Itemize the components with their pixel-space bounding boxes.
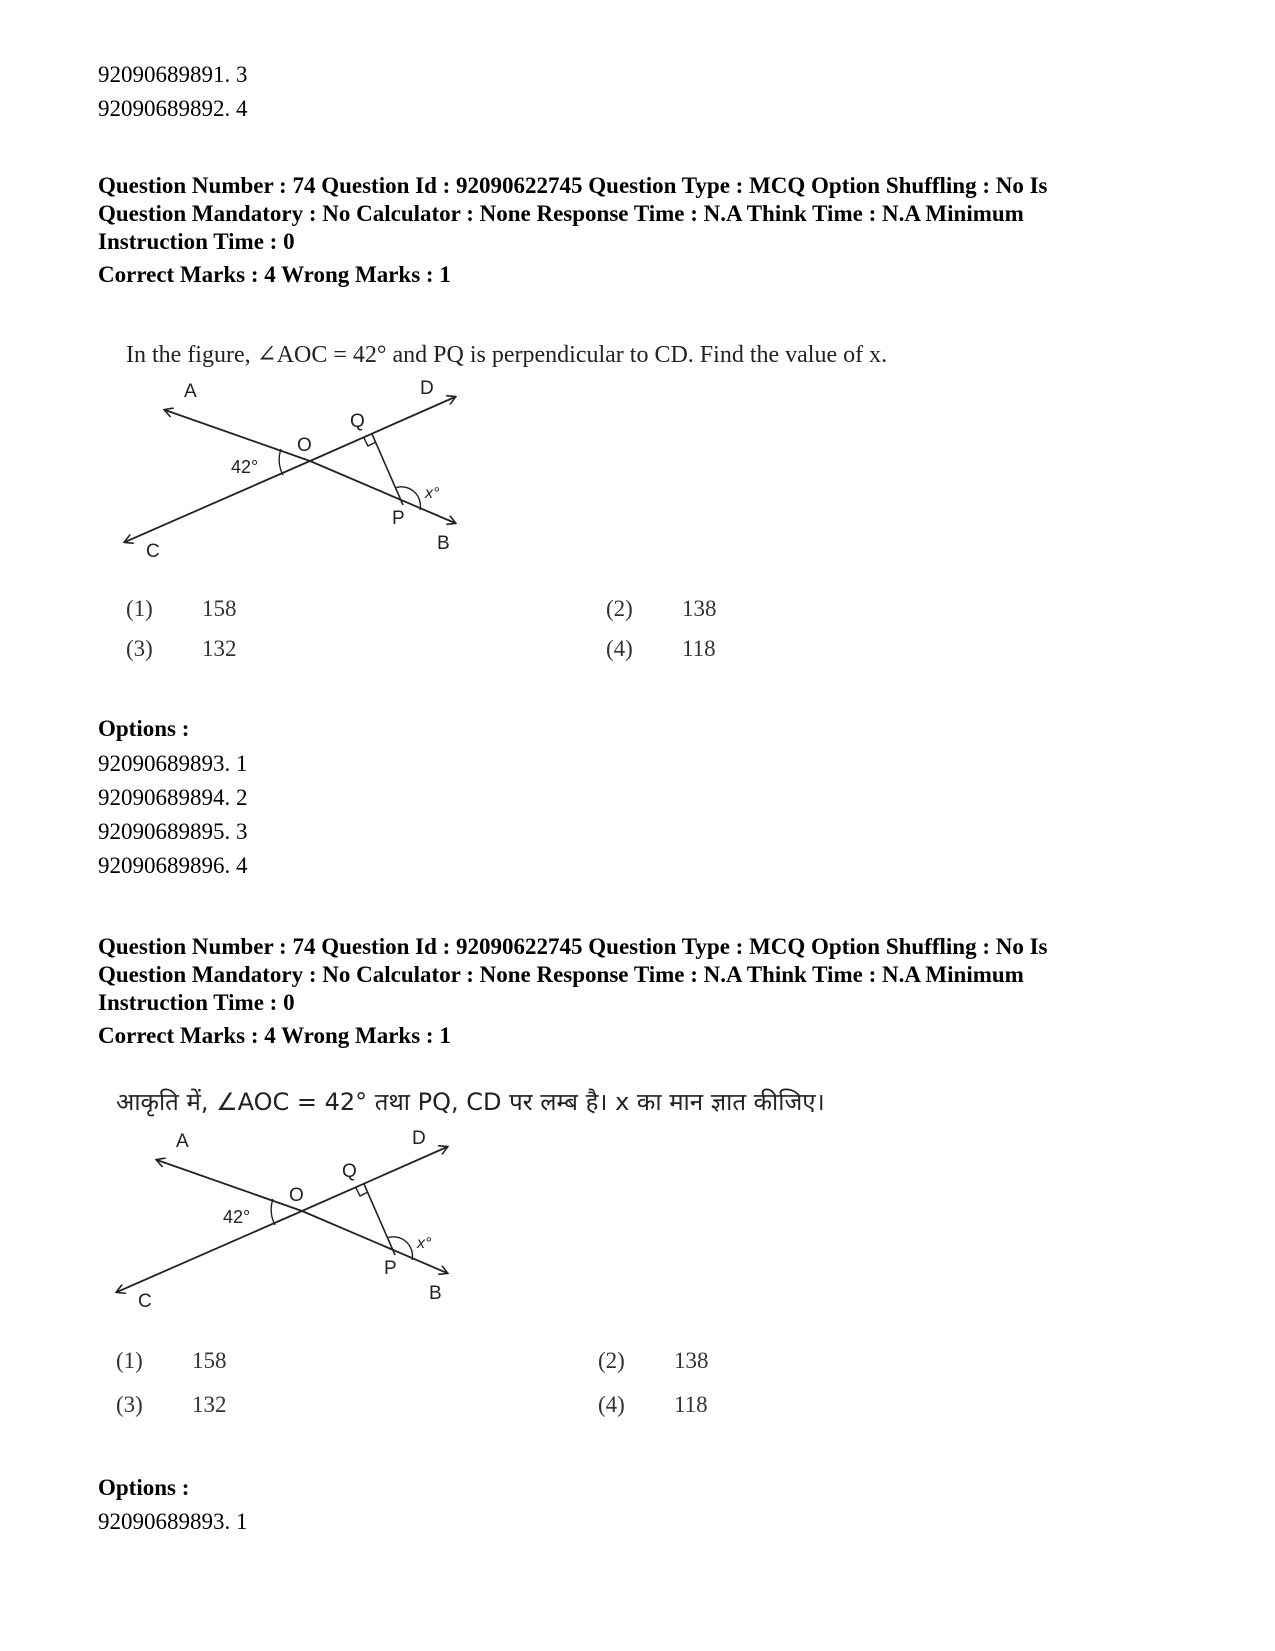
label-42: 42° <box>231 457 259 477</box>
angle-arc-42 <box>271 1199 275 1225</box>
option-line: 92090689894. 2 <box>98 785 248 810</box>
choice-4: (4) 118 <box>598 1392 708 1417</box>
label-c: C <box>146 541 160 562</box>
choice-1: (1) 158 <box>126 596 237 621</box>
meta-line: Instruction Time : 0 <box>98 229 295 254</box>
meta-line: Instruction Time : 0 <box>98 990 295 1015</box>
meta-line: Question Number : 74 Question Id : 92090622745 Question Type : MCQ Option Shuffling : No Is <box>98 173 1048 198</box>
option-line: 92090689893. 1 <box>98 1509 248 1534</box>
geometry-figure <box>120 378 480 585</box>
label-q: Q <box>342 1161 357 1182</box>
label-a: A <box>176 1131 189 1152</box>
question-text: In the figure, ∠AOC = 42° and PQ is perpendicular to CD. Find the value of x. <box>126 342 888 368</box>
label-o: O <box>297 435 312 456</box>
option-line: 92090689895. 3 <box>98 819 248 844</box>
label-a: A <box>184 381 197 402</box>
label-p: P <box>392 508 405 529</box>
label-c: C <box>138 1291 152 1312</box>
line-cd <box>302 1147 447 1211</box>
meta-line: Question Mandatory : No Calculator : None Response Time : N.A Think Time : N.A Minimum <box>98 962 1024 987</box>
option-line: 92090689891. 3 <box>98 62 248 87</box>
angle-arc-42 <box>279 449 283 475</box>
line-ab <box>165 410 310 461</box>
line-cd <box>310 397 455 461</box>
options-heading: Options : <box>98 716 190 741</box>
label-p: P <box>384 1258 397 1279</box>
label-x: x° <box>425 485 440 502</box>
question-meta <box>98 933 1178 1017</box>
meta-line: Question Mandatory : No Calculator : None Response Time : N.A Think Time : N.A Minimum <box>98 201 1024 226</box>
marks-line: Correct Marks : 4 Wrong Marks : 1 <box>98 1023 451 1048</box>
question-meta <box>98 172 1178 256</box>
meta-line: Question Number : 74 Question Id : 92090622745 Question Type : MCQ Option Shuffling : No Is <box>98 934 1048 959</box>
choice-2: (2) 138 <box>598 1348 709 1373</box>
label-b: B <box>429 1283 442 1304</box>
label-o: O <box>289 1185 304 1206</box>
label-42: 42° <box>223 1207 251 1227</box>
choice-4: (4) 118 <box>606 636 716 661</box>
option-line: 92090689896. 4 <box>98 853 248 878</box>
label-x: x° <box>417 1235 432 1252</box>
options-heading: Options : <box>98 1475 190 1500</box>
option-line: 92090689893. 1 <box>98 751 248 776</box>
marks-line: Correct Marks : 4 Wrong Marks : 1 <box>98 262 451 287</box>
label-q: Q <box>350 411 365 432</box>
option-line: 92090689892. 4 <box>98 96 248 121</box>
label-d: D <box>420 378 434 399</box>
line-ab <box>157 1160 302 1211</box>
label-d: D <box>412 1128 426 1149</box>
choice-2: (2) 138 <box>606 596 717 621</box>
geometry-figure <box>112 1128 472 1335</box>
choice-3: (3) 132 <box>116 1392 227 1417</box>
question-text: आकृति में, ∠AOC = 42° तथा PQ, CD पर लम्ब है। x का मान ज्ञात कीजिए। <box>116 1088 825 1116</box>
label-b: B <box>437 533 450 554</box>
choice-1: (1) 158 <box>116 1348 227 1373</box>
choice-3: (3) 132 <box>126 636 237 661</box>
